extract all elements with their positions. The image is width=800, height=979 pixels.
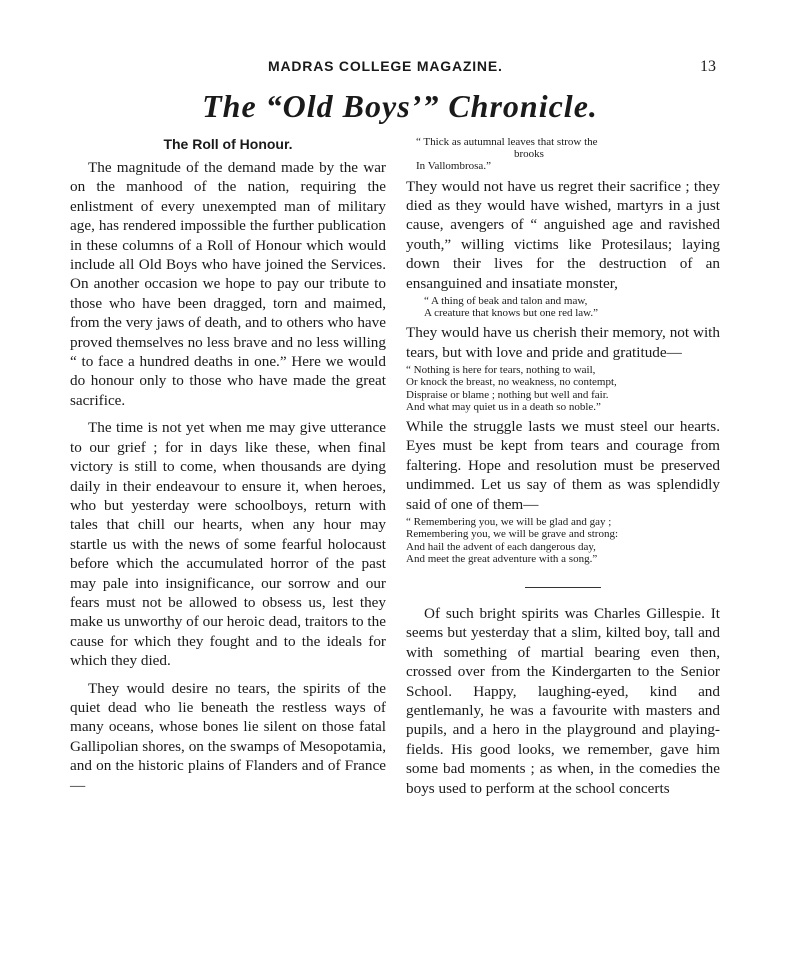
quote-line: And hail the advent of each dangerous day,: [406, 540, 596, 553]
section-title: The “Old Boys’” Chronicle.: [202, 88, 598, 124]
paragraph: The magnitude of the demand made by the war on the manhood of the nation, requiring the enlistment of every unexempted man of military age, has rendered impossible the further publication in these columns of a Roll of Honour which would include all Old Boys who have joined the Services. On another occasion we hope to pay our tribute to those who have been dragged, torn and maimed, from the very jaws of death, and to others who have proved themselves no less brave and no less willing “ to face a hundred deaths in one.” Here we would do honour only to those who have made the great sacrifice.: [70, 159, 386, 409]
quote-line: “ Thick as autumnal leaves that strow the: [416, 136, 598, 148]
quote-line: “ Nothing is here for tears, nothing to wail,: [406, 364, 596, 377]
paragraph: They would not have us regret their sacrifice ; they died as they would have wished, martyrs in a just cause, avengers of “ anguished age and ravished youth,” willing victims like Protesilaus; laying down their lives for the destruction of an ensanguined and insatiate monster,: [406, 177, 720, 292]
right-column: [406, 136, 720, 798]
magazine-title: MADRAS COLLEGE MAGAZINE.: [268, 58, 503, 74]
paragraph: Of such bright spirits was Charles Gillespie. It seems but yesterday that a slim, kilted boy, tall and with something of martial bearing even then, crossed over from the Kindergarten to the Senior School. Happy, laughing-eyed, kind and gentlemanly, he was a favourite with masters and pupils, and a hero in the playground and playing-fields. His good looks, we remember, gave him some bad moments ; as when, in the comedies the boys used to perform at the school concerts: [406, 604, 720, 797]
running-head: [0, 58, 800, 80]
verse-quote: [406, 136, 720, 173]
verse-quote: [406, 295, 720, 319]
paragraph: They would have us cherish their memory, not with tears, but with love and pride and gratitude—: [406, 324, 720, 361]
verse-quote: [406, 364, 720, 413]
quote-line: In Vallombrosa.”: [416, 160, 491, 173]
quote-line: brooks: [514, 148, 544, 161]
article-heading: The Roll of Honour.: [163, 136, 293, 152]
paragraph: They would desire no tears, the spirits of the quiet dead who lie beneath the restless ways of many oceans, whose bones lie silent on those fatal Gallipolian shores, on the swamps of Mesopotamia, and on the historic plains of Flanders and of France—: [70, 679, 386, 794]
left-column: [70, 136, 386, 795]
quote-line: And what may quiet us in a death so noble.”: [406, 400, 601, 413]
verse-quote: [406, 516, 720, 565]
page-number: 13: [700, 58, 716, 75]
quote-line: Dispraise or blame ; nothing but well and fair.: [406, 388, 609, 401]
quote-line: Remembering you, we will be grave and strong:: [406, 528, 619, 541]
paragraph: While the struggle lasts we must steel our hearts. Eyes must be kept from tears and courage from faltering. Hope and resolution must be preserved undimmed. Let us say of them as was splendidly said of one of them—: [406, 418, 720, 513]
quote-line: “ A thing of beak and talon and maw,: [424, 295, 588, 308]
quote-line: A creature that knows but one red law.”: [424, 307, 599, 320]
quote-line: “ Remembering you, we will be glad and gay ;: [406, 516, 612, 529]
quote-line: Or knock the breast, no weakness, no contempt,: [406, 376, 617, 389]
paragraph: The time is not yet when me may give utterance to our grief ; for in days like these, when final victory is still to come, when thousands are dying daily in their endeavour to ensure it, when heroes, who but yesterday were schoolboys, return with tales that chill our hearts, when any hour may startle us with the news of some fearful holocaust before which the accumulated horror of the past may pale into insignificance, our sorrow and our fears must not be allowed to obsess us, lest they make us unworthy of our heroic dead, traitors to the cause for which they fought and to the ideals for which they died.: [70, 419, 386, 670]
quote-line: And meet the great adventure with a song.”: [406, 552, 598, 565]
section-divider: [525, 587, 601, 588]
